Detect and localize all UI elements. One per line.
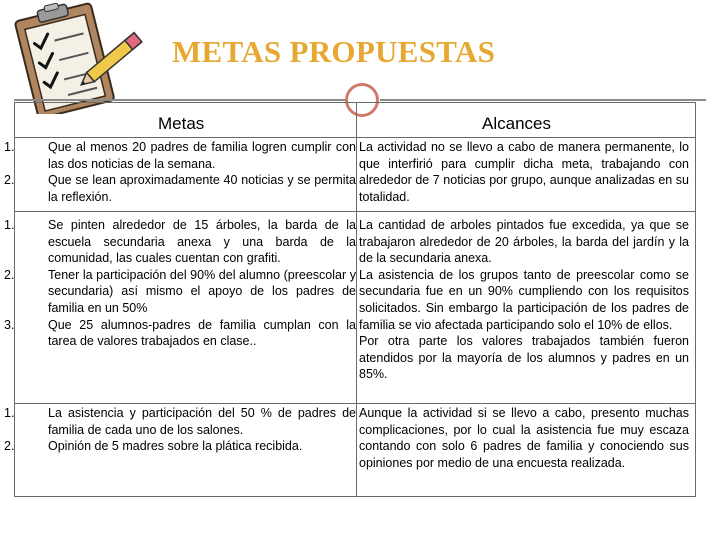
list-item [4,405,356,438]
paragraph: La cantidad de arboles pintados fue excedida, ya que se trabajaron alrededor de 20 árboles, la barda del jardín y la de la secundaria anexa. [359,218,689,266]
item-text: Que al menos 20 padres de familia logren cumplir con las dos noticias de la semana. [48,140,356,171]
page-title: METAS PROPUESTAS [172,34,496,69]
item-number: 1. [4,218,15,232]
item-number: 2. [4,439,15,454]
item-number: 1. [4,406,15,420]
item-text: Tener la participación del 90% del alumno (preescolar y secundaria) así mismo el apoyo de los padres de familia en un 50% [48,267,356,315]
metas-cell-row-1 [4,139,356,205]
metas-cell-row-2 [4,217,356,350]
item-text: Se pinten alrededor de 15 árboles, la barda de la escuela secundaria anexa y una barda de la comunidad, las cuales cuentan con grafiti. [48,218,356,266]
title-rule-right [380,99,706,101]
metas-cell-row-3 [4,405,356,455]
row-divider-header [14,137,696,138]
item-number: 2. [4,267,15,282]
item-text: La asistencia y participación del 50 % de padres de familia de cada uno de los salones. [48,406,356,437]
item-text: Que se lean aproximadamente 40 noticias y se permita la reflexión. [48,173,356,204]
alcances-cell-row-1 [359,139,689,205]
list-item [4,172,356,205]
paragraph: La actividad no se llevo a cabo de manera permanente, lo que interfirió para cumplir dicha meta, trabajando con alrededor de 7 noticias por grupo, aunque analizadas en su totalidad. [359,140,689,204]
list-item [4,217,356,267]
list-item [4,317,356,350]
item-text: Que 25 alumnos-padres de familia cumplan con la tarea de valores trabajados en clase.. [48,317,356,349]
column-divider [356,102,357,497]
item-number: 3. [4,317,15,332]
alcances-cell-row-2 [359,217,689,383]
item-number: 2. [4,173,15,188]
paragraph: La asistencia de los grupos tanto de preescolar como se secundaria fue en un 90% cumpliendo con los requisitos solicitados. Sin embargo la participación de los padres de familia se vio afectada participando solo el 10% de ellos. [359,267,689,332]
paragraph: Por otra parte los valores trabajados también fueron atendidos por la mayoría de los alumnos y padres en un 85%. [359,334,689,382]
row-divider-1 [14,211,696,212]
clipboard-checklist-pencil-icon [8,2,148,114]
header-alcances: Alcances [482,114,551,133]
row-divider-2 [14,403,696,404]
list-item [4,139,356,172]
list-item [4,438,356,455]
item-text: Opinión de 5 madres sobre la plática recibida. [48,439,303,454]
header-metas: Metas [158,114,205,133]
paragraph: Aunque la actividad si se llevo a cabo, presento muchas complicaciones, por lo cual la asistencia fue muy escaza contando con solo 6 padres de familia y conociendo sus opiniones por medio de una encuesta realizada. [359,406,689,470]
title-rule-left [14,99,346,101]
alcances-cell-row-3 [359,405,689,471]
item-number: 1. [4,140,15,154]
list-item [4,267,356,317]
